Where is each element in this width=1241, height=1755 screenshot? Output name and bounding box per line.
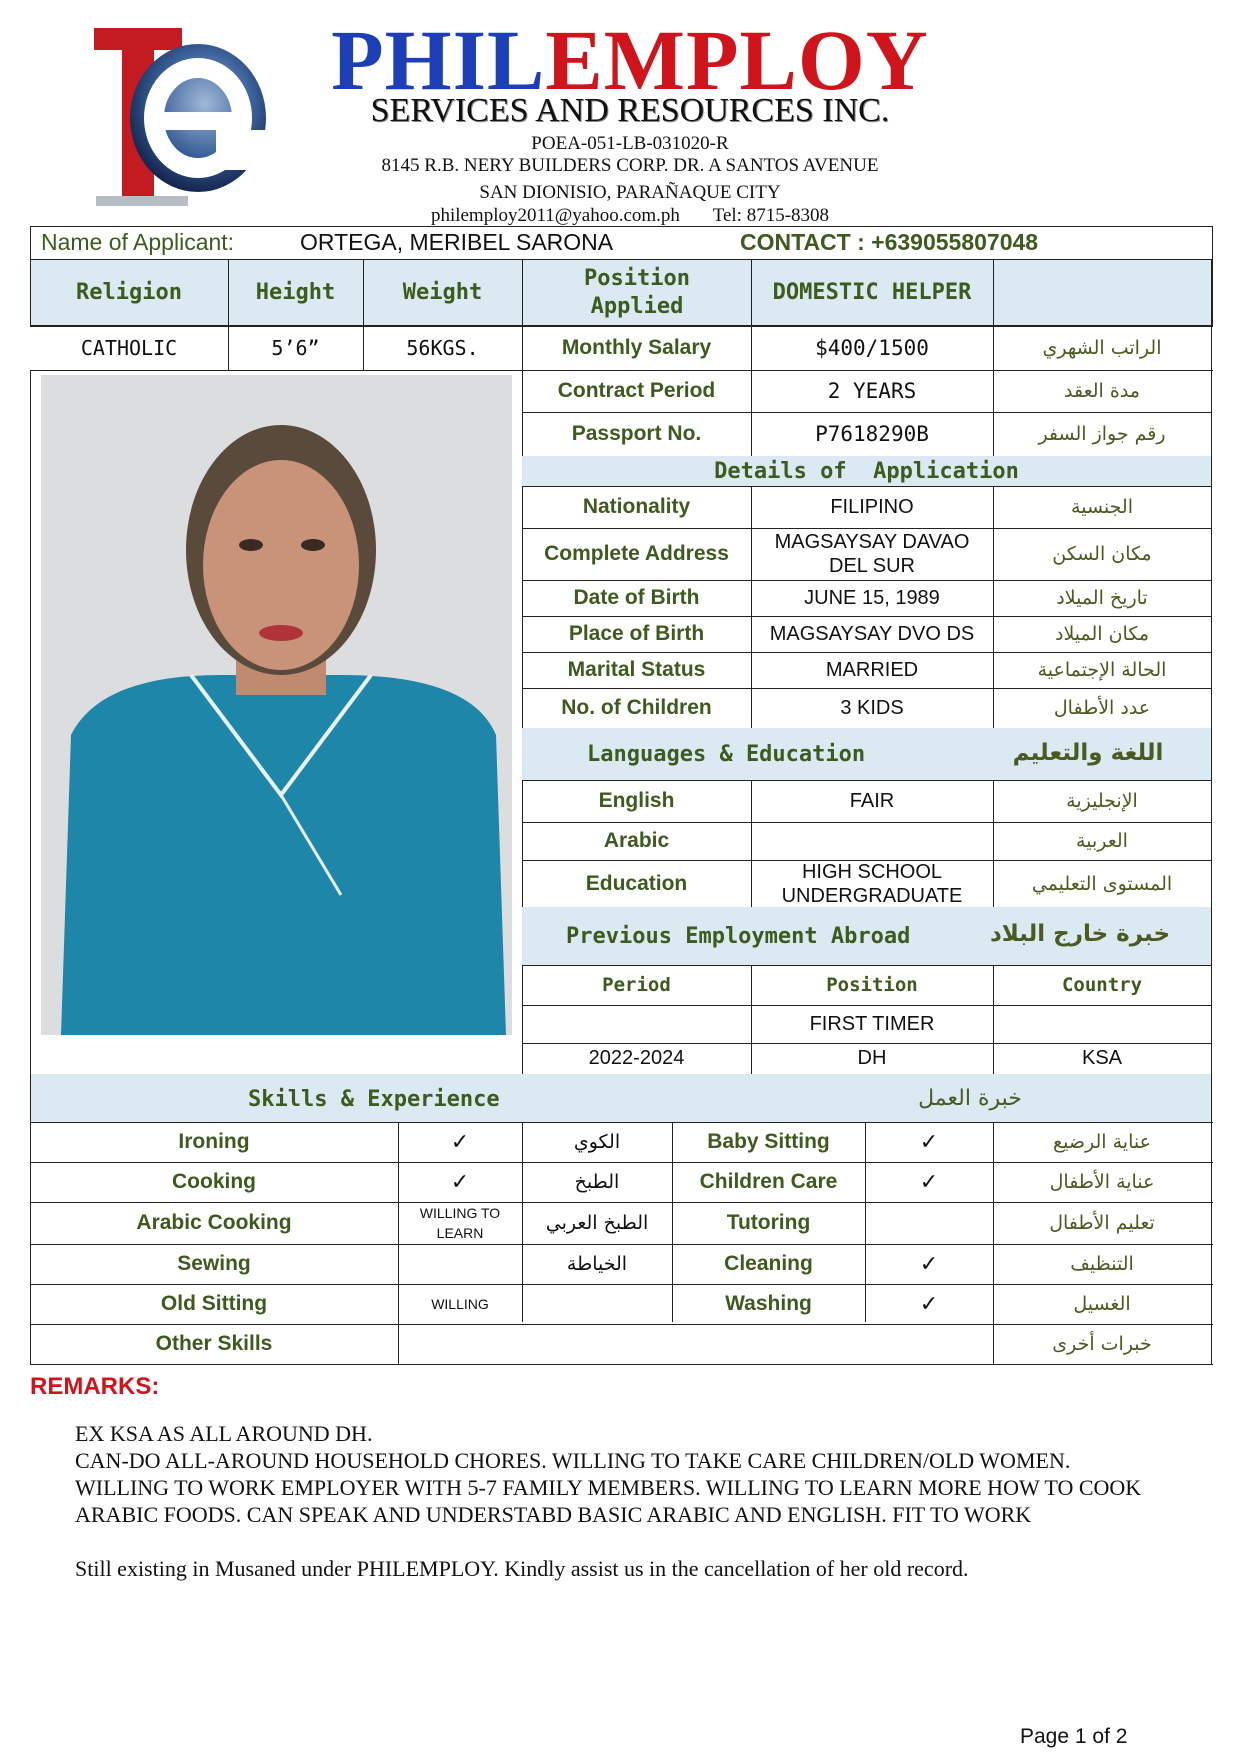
employment-cell <box>993 1005 1211 1043</box>
skill-mark: ✓ <box>450 1129 470 1154</box>
skill-label: Ironing <box>178 1130 250 1153</box>
skill-arabic <box>522 1284 672 1324</box>
language-label: English <box>598 789 675 812</box>
company-contact <box>300 205 960 227</box>
company-address-line1: 8145 R.B. NERY BUILDERS CORP. DR. A SANTOS AVENUE <box>381 155 879 176</box>
skill-arabic: عناية الأطفال <box>1049 1171 1155 1193</box>
detail-value: JUNE 15, 1989 <box>804 587 940 609</box>
skill-label: Sewing <box>177 1252 251 1275</box>
skills-title: Skills & Experience <box>248 1087 500 1112</box>
skill-mark <box>865 1202 993 1244</box>
language-label: Education <box>585 871 688 895</box>
remarks-title: REMARKS: <box>30 1373 160 1400</box>
row-arabic: الراتب الشهري <box>1042 337 1162 359</box>
employment-header-cell: Position <box>826 974 918 996</box>
position-applied-value: DOMESTIC HELPER <box>772 280 972 305</box>
language-label: Arabic <box>603 829 670 852</box>
employment-cell: 2022-2024 <box>588 1047 685 1069</box>
company-subtitle: SERVICES AND RESOURCES INC. <box>370 92 890 129</box>
skill-mark: ✓ <box>919 1251 939 1276</box>
detail-value: MARRIED <box>825 659 919 681</box>
employment-title-arabic: خبرة خارج البلاد <box>989 921 1171 947</box>
language-arabic: المستوى التعليمي <box>1031 872 1173 895</box>
row-value: 2 YEARS <box>827 379 917 403</box>
languages-title: Languages & Education <box>587 742 866 767</box>
detail-arabic: تاريخ الميلاد <box>1056 587 1148 609</box>
skill-label: Cleaning <box>724 1252 813 1275</box>
weight-value: 56KGS. <box>406 336 479 360</box>
company-email: philemploy2011@yahoo.com.ph <box>430 205 680 226</box>
company-tel: Tel: 8715-8308 <box>712 205 830 226</box>
employment-title: Previous Employment Abroad <box>566 924 911 949</box>
remarks-line-2: CAN-DO ALL-AROUND HOUSEHOLD CHORES. WILLING TO TAKE CARE CHILDREN/OLD WOMEN. WILLING TO WORK EMPLOYER WITH 5-7 FAMILY MEMBERS. WILLING TO LEARN MORE HOW TO COOK ARABIC FOODS. CAN SPEAK AND UNDERSTABD BASIC ARABIC AND ENGLISH. FIT TO WORK <box>75 1448 1142 1527</box>
detail-arabic: مكان السكن <box>1052 543 1152 565</box>
remarks-body <box>75 1420 1155 1582</box>
skill-label: Cooking <box>172 1170 256 1193</box>
skills-title-arabic: خبرة العمل <box>918 1086 1022 1111</box>
language-value <box>755 822 989 860</box>
detail-arabic: الحالة الإجتماعية <box>1037 659 1167 681</box>
remarks-line-1: EX KSA AS ALL AROUND DH. <box>75 1421 373 1446</box>
religion-header: Religion <box>76 280 182 305</box>
skill-arabic: الغسيل <box>1073 1293 1131 1315</box>
skill-label: Baby Sitting <box>707 1130 830 1153</box>
skill-mark: WILLING <box>431 1296 489 1312</box>
language-arabic: الإنجليزية <box>1066 790 1138 812</box>
skill-mark: ✓ <box>919 1169 939 1194</box>
height-value: 5’6” <box>271 336 320 360</box>
skill-label: Arabic Cooking <box>136 1211 292 1234</box>
page-number: Page 1 of 2 <box>1020 1725 1128 1748</box>
religion-value: CATHOLIC <box>80 336 178 360</box>
language-arabic: العربية <box>1076 830 1128 852</box>
detail-value: 3 KIDS <box>840 697 904 719</box>
detail-value: MAGSAYSAY DVO DS <box>769 623 975 645</box>
skill-arabic: التنظيف <box>1070 1253 1134 1275</box>
employment-cell: KSA <box>1081 1047 1123 1069</box>
skill-label: Tutoring <box>726 1211 811 1234</box>
detail-label: Marital Status <box>567 658 706 681</box>
detail-arabic: الجنسية <box>1071 496 1133 518</box>
skill-arabic: الخياطة <box>566 1253 628 1275</box>
row-label: Monthly Salary <box>561 336 712 359</box>
detail-value: FILIPINO <box>830 496 914 518</box>
applicant-name: ORTEGA, MERIBEL SARONA <box>300 229 614 255</box>
detail-label: Complete Address <box>544 542 729 565</box>
skill-label: Washing <box>725 1292 812 1315</box>
skill-mark: ✓ <box>450 1169 470 1194</box>
skill-mark: WILLING TO LEARN <box>419 1205 501 1241</box>
employment-header-cell: Country <box>1061 974 1143 996</box>
detail-arabic: عدد الأطفال <box>1053 697 1151 719</box>
company-address-line2: SAN DIONISIO, PARAÑAQUE CITY <box>479 182 781 203</box>
employment-header-cell: Period <box>602 974 671 996</box>
poea-license: POEA-051-LB-031020-R <box>531 133 729 154</box>
employment-cell <box>522 1005 751 1043</box>
detail-arabic: مكان الميلاد <box>1054 623 1150 645</box>
skill-arabic: الطبخ العربي <box>545 1212 649 1234</box>
company-name-employ: EMPLOY <box>545 12 929 108</box>
height-header: Height <box>255 280 336 305</box>
other-skills-label: Other Skills <box>155 1332 273 1355</box>
employment-cell: DH <box>857 1047 887 1069</box>
skill-mark: ✓ <box>919 1129 939 1154</box>
detail-label: No. of Children <box>561 696 712 719</box>
row-arabic: مدة العقد <box>1064 380 1140 402</box>
company-logo <box>86 20 271 210</box>
language-value: HIGH SCHOOL UNDERGRADUATE <box>781 860 963 907</box>
skill-label: Children Care <box>699 1170 838 1193</box>
languages-title-arabic: اللغة والتعليم <box>1012 740 1164 766</box>
skill-arabic: عناية الرضيع <box>1053 1131 1151 1153</box>
row-divider <box>30 1364 1213 1365</box>
language-value: FAIR <box>849 790 895 812</box>
applicant-name-label: Name of Applicant: <box>41 229 235 255</box>
position-applied-header: Position Applied <box>584 265 690 319</box>
skill-arabic: الكوي <box>573 1131 621 1153</box>
detail-value: MAGSAYSAY DAVAO DEL SUR <box>774 531 970 577</box>
applicant-photo <box>41 375 512 1035</box>
other-skills-arabic: خبرات أخرى <box>1052 1333 1152 1355</box>
remarks-line-3: Still existing in Musaned under PHILEMPLOY. Kindly assist us in the cancellation of her old record. <box>75 1556 969 1581</box>
detail-label: Place of Birth <box>568 622 705 645</box>
skill-mark: ✓ <box>919 1291 939 1316</box>
row-label: Passport No. <box>571 422 702 445</box>
row-label: Contract Period <box>557 379 716 402</box>
detail-label: Date of Birth <box>573 586 700 609</box>
skill-mark <box>398 1244 522 1284</box>
row-arabic: رقم جواز السفر <box>1038 423 1166 445</box>
applicant-contact: CONTACT : +639055807048 <box>740 229 1039 255</box>
skill-label: Old Sitting <box>160 1292 268 1315</box>
other-skills-value <box>398 1324 993 1364</box>
details-of-application-title: Details of Application <box>522 456 1211 486</box>
detail-label: Nationality <box>582 495 691 518</box>
row-value: $400/1500 <box>815 336 929 360</box>
company-name-phil: PHIL <box>331 12 546 108</box>
row-value: P7618290B <box>815 422 929 446</box>
column-divider <box>1211 1074 1212 1364</box>
skill-arabic: تعليم الأطفال <box>1049 1212 1155 1234</box>
skill-arabic: الطبخ <box>574 1171 620 1193</box>
weight-header: Weight <box>402 280 483 305</box>
employment-cell: FIRST TIMER <box>809 1012 935 1035</box>
